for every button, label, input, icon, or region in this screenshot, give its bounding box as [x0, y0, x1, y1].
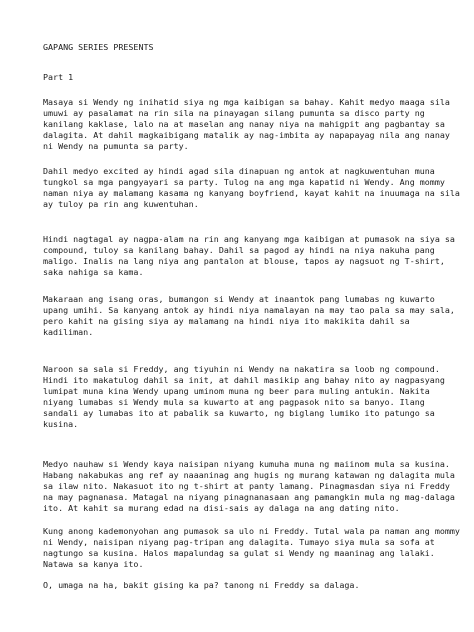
paragraph: Makaraan ang isang oras, bumangon si Wendy at inaantok pang lumabas ng kuwarto upang umihi. Sa kanyang antok ay hindi niya namalayan na may tao pala sa may sala, pero kahit na gising siya ay malamang na hindi niya ito makikita dahil sa kadiliman.	[43, 294, 455, 338]
paragraph: Medyo nauhaw si Wendy kaya naisipan niyang kumuha muna ng maiinom mula sa kusina. Habang nakabukas ang ref ay naaaninag ang hugis ng murang katawan ng dalagita mula sa ilaw nito. Nakasuot ito ng t-shirt at panty lamang. Pinagmasdan siya ni Freddy na may pagnanasa. Matagal na niyang pinagnanasaan ang pamangkin mula ng mag-dalaga ito. At kahit sa murang edad na disi-sais ay dalaga na ang dating nito.	[43, 459, 455, 514]
paragraph: O, umaga na ha, bakit gising ka pa? tanong ni Freddy sa dalaga.	[43, 580, 360, 590]
paragraph: Masaya si Wendy ng inihatid siya ng mga kaibigan sa bahay. Kahit medyo maaga sila umuwi ay pasalamat na rin sila na pinayagan silang pumunta sa disco party ng kanilang kaklase, lalo na at maselan ang nanay niya na mahigpit ang pagbantay sa dalagita. At dahil magkaibigang matalik ay nag-imbita ay napapayag nila ang nanay ni Wendy na pumunta sa party.	[43, 97, 450, 152]
paragraph: Naroon sa sala si Freddy, ang tiyuhin ni Wendy na nakatira sa loob ng compound. Hindi ito makatulog dahil sa init, at dahil masikip ang bahay nito ay nagpasyang lumipat muna kina Wendy upang uminom muna ng beer para muling antukin. Nakita niyang lumabas si Wendy mula sa kuwarto at ang pagpasok nito sa banyo. Ilang sandali ay lumabas ito at pabalik sa kuwarto, ng biglang lumiko ito patungo sa kusina.	[43, 364, 445, 430]
paragraph: Kung anong kademonyohan ang pumasok sa ulo ni Freddy. Tutal wala pa naman ang mommy ni Wendy, naisipan niyang pag-tripan ang dalagita. Tumayo siya mula sa sofa at nagtungo sa kusina. Halos mapalundag sa gulat si Wendy ng maaninag ang lalaki. Natawa sa kanya ito.	[43, 526, 460, 570]
series-header: GAPANG SERIES PRESENTS	[43, 42, 154, 52]
paragraph: Hindi nagtagal ay nagpa-alam na rin ang kanyang mga kaibigan at pumasok na siya sa compound, tuloy sa kanilang bahay. Dahil sa pagod ay hindi na niya nakuha pang maligo. Inalis na lang niya ang pantalon at blouse, tapos ay nagsuot ng T-shirt, saka nahiga sa kama.	[43, 234, 455, 278]
paragraph: Dahil medyo excited ay hindi agad sila dinapuan ng antok at nagkuwentuhan muna tungkol sa mga pangyayari sa party. Tulog na ang mga kapatid ni Wendy. Ang mommy naman niya ay malamang kasama ng kanyang boyfriend, kayat kahit na inuumaga na sila ay tuloy pa rin ang kuwentuhan.	[43, 166, 460, 210]
part-title: Part 1	[43, 72, 74, 82]
